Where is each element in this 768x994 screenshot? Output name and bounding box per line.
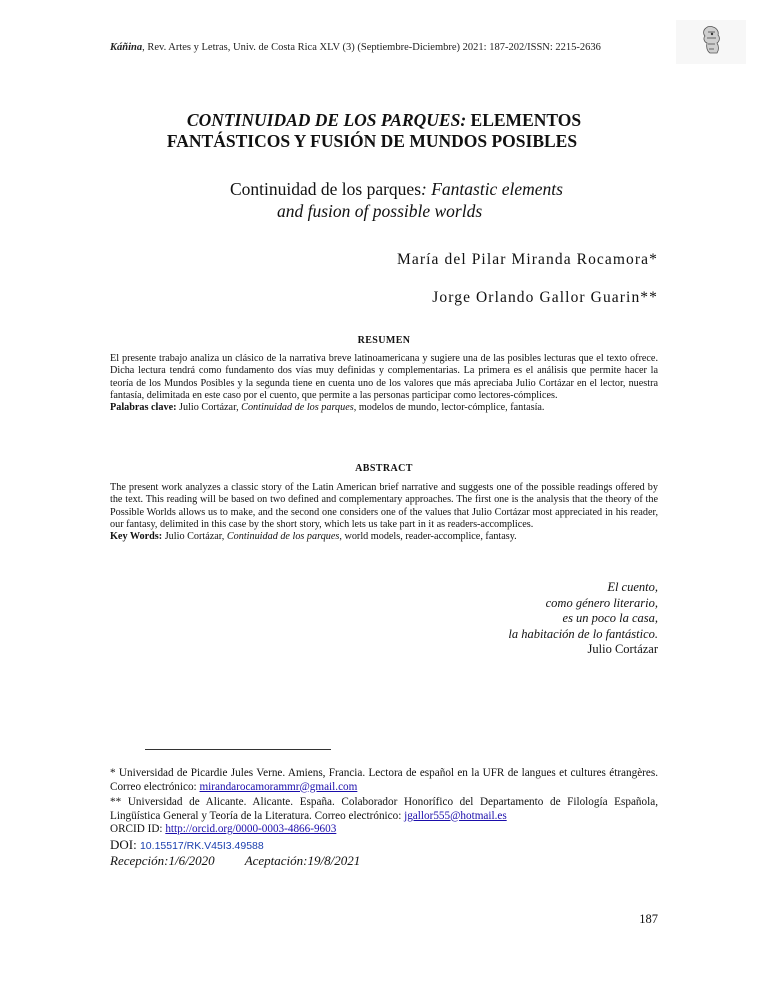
subtitle-roman: Continuidad de los parques: [230, 179, 422, 199]
keywords-en-italic: Continuidad de los parques: [226, 531, 340, 543]
keywords-en-text-1: Julio Cortázar,: [162, 531, 227, 543]
abstract-heading: ABSTRACT: [355, 463, 413, 474]
journal-citation: , Rev. Artes y Letras, Univ. de Costa Rica XLV (3) (Septiembre-Diciembre) 2021: 187-202/ISSN: 2215-2636: [142, 42, 601, 53]
keywords-label: Palabras clave:: [110, 402, 177, 414]
doi-label: DOI:: [110, 837, 140, 852]
epigraph-line: es un poco la casa,: [562, 611, 658, 625]
title-italic-part: CONTINUIDAD DE LOS PARQUES:: [186, 110, 467, 130]
keywords-en-text-2: , world models, reader-accomplice, fantasy.: [339, 531, 517, 543]
title-line1-rest: ELEMENTOS: [466, 110, 582, 130]
resumen-body: [110, 353, 658, 414]
epigraph-line: la habitación de lo fantástico.: [508, 626, 658, 641]
email-link-2[interactable]: jgallor555@hotmail.es: [404, 809, 507, 822]
orcid-label: ORCID ID:: [110, 823, 166, 835]
journal-logo: [676, 20, 746, 64]
epigraph-author: Julio Cortázar: [587, 642, 658, 656]
abstract-text: The present work analyzes a classic story of the Latin American brief narrative and suggests one of the possible readings offered by the text. This reading will be based on two defined and complementary approaches. The first one is the analysis that the theory of the Possible Worlds allows us to make, and the second one considers one of the values that Julio Cortázar most appreciated in his reader, our fantasy, delimited in this case by the short story, which lets us take part in it as readers-accomplices.: [110, 482, 658, 530]
page-number: 187: [639, 912, 658, 926]
resumen-keywords: [110, 402, 658, 414]
email-link-1[interactable]: mirandarocamorammr@gmail.com: [199, 780, 358, 793]
keywords-label-en: Key Words:: [110, 531, 163, 543]
title-line2: FANTÁSTICOS Y FUSIÓN DE MUNDOS POSIBLES: [166, 131, 578, 151]
epigraph: [508, 580, 658, 658]
subtitle-italic-2: and fusion of possible worlds: [277, 201, 483, 221]
footnote-divider: [145, 749, 331, 750]
author-1: María del Pilar Miranda Rocamora*: [397, 251, 658, 268]
english-title: [0, 178, 768, 222]
orcid-link[interactable]: http://orcid.org/0000-0003-4866-9603: [165, 823, 337, 835]
acceptance-date: Aceptación:19/8/2021: [244, 853, 361, 868]
keywords-text-2: , modelos de mundo, lector-cómplice, fantasía.: [353, 402, 545, 414]
epigraph-line: como género literario,: [545, 595, 658, 610]
keywords-text-1: Julio Cortázar,: [176, 402, 242, 414]
article-dates: [110, 853, 360, 869]
footnote-2: [110, 796, 658, 823]
doi-line: [110, 837, 264, 853]
reception-date: Recepción:1/6/2020: [110, 853, 215, 868]
article-title: [0, 110, 768, 152]
keywords-italic: Continuidad de los parques: [241, 402, 354, 414]
author-2: Jorge Orlando Gallor Guarin**: [432, 289, 658, 306]
resumen-text: El presente trabajo analiza un clásico de la narrativa breve latinoamericana y sugiere una de las posibles lecturas que el texto ofrece. Dicha lectura tendrá como fundamento dos vías muy definidas y complementarias. La primera es el análisis que permite hacer la teoría de los Mundos Posibles y la segunda tiene en cuenta uno de los valores que más apreciaba Julio Cortázar en el lector, nuestra fantasía, delimitada en este caso por el cuento, que permite a las personas participar como lectores-cómplices.: [110, 353, 658, 401]
subtitle-italic-1: : Fantastic elements: [421, 179, 563, 199]
resumen-heading: RESUMEN: [357, 335, 411, 346]
epigraph-line: El cuento,: [607, 580, 658, 594]
journal-name: Káñina: [110, 42, 143, 53]
footnote-1: [110, 767, 658, 794]
abstract-body: [110, 482, 658, 543]
running-header: [110, 42, 601, 53]
footnote-1-text: * Universidad de Picardie Jules Verne. Amiens, Francia. Lectora de español en la UFR de langues et cultures étrangères. Correo electrónico:: [110, 767, 658, 793]
footnote-2-text: ** Universidad de Alicante. Alicante. España. Colaborador Honorífico del Departamento de Filología Española, Lingüística General y Teoría de la Literatura. Correo electrónico:: [110, 796, 658, 822]
doi-link[interactable]: 10.15517/RK.V45I3.49588: [139, 840, 264, 852]
abstract-keywords: [110, 531, 658, 543]
orcid-line: [110, 823, 336, 835]
